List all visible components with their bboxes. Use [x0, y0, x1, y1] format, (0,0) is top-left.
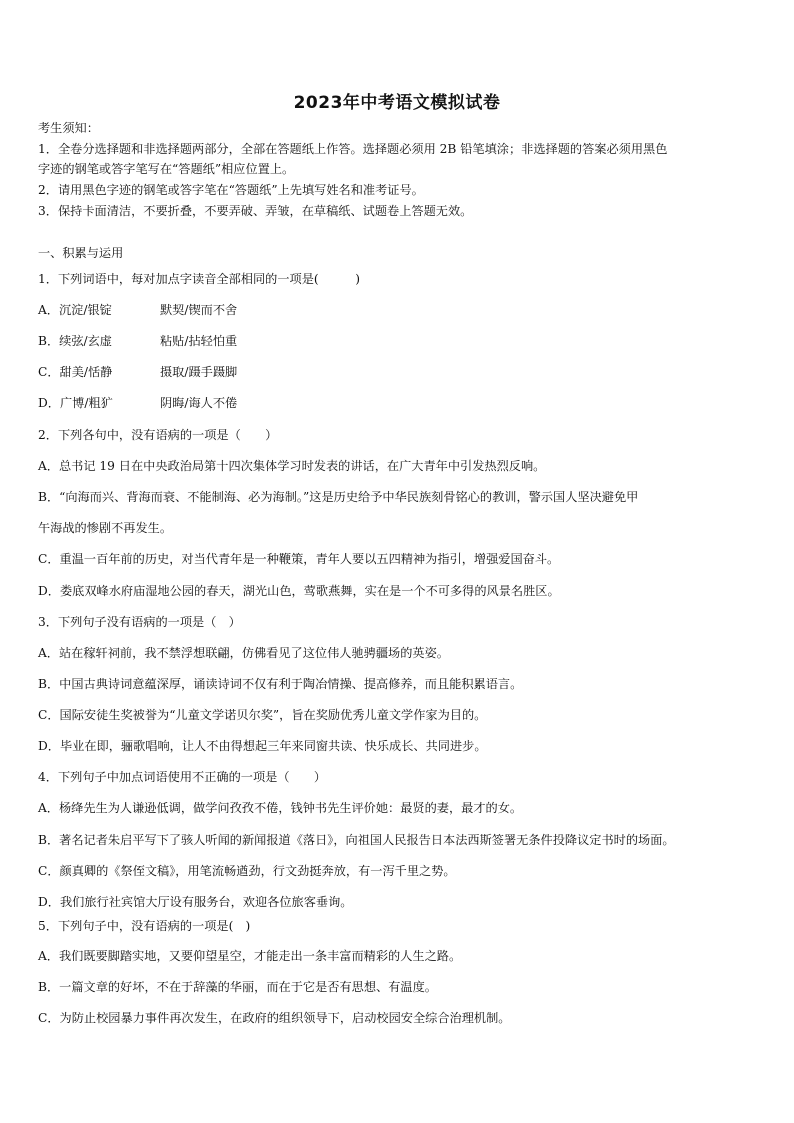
option-word-a: A．沉淀/银锭 [38, 303, 112, 317]
notice-item: 3．保持卡面清洁，不要折叠，不要弄破、弄皱，在草稿纸、试题卷上答题无效。 [38, 204, 473, 218]
question-stem: 2．下列各句中，没有语病的一项是（ ） [38, 428, 278, 442]
answer-option [38, 395, 760, 411]
answer-option: A．我们既要脚踏实地，又要仰望星空，才能走出一条丰富而精彩的人生之路。 [38, 949, 462, 963]
question-stem: 3．下列句子没有语病的一项是（ ） [38, 615, 241, 629]
answer-option: B．一篇文章的好坏，不在于辞藻的华丽，而在于它是否有思想、有温度。 [38, 980, 437, 994]
section-heading: 一、积累与运用 [38, 246, 124, 260]
answer-option: D．我们旅行社宾馆大厅设有服务台，欢迎各位旅客垂询。 [38, 895, 353, 909]
answer-option: B．中国古典诗词意蕴深厚，诵读诗词不仅有利于陶冶情操、提高修养，而且能积累语言。 [38, 677, 523, 691]
answer-option: B．“向海而兴、背海而衰、不能制海、必为海制。”这是历史给予中华民族刻骨铭心的教训，警示国人坚决避免甲 [38, 490, 639, 504]
answer-option: A．杨绛先生为人谦逊低调，做学问孜孜不倦，钱钟书先生评价她：最贤的妻，最才的女。 [38, 801, 523, 815]
answer-option: D．毕业在即，骊歌唱响，让人不由得想起三年来同窗共读、快乐成长、共同进步。 [38, 739, 487, 753]
option-word-b: 阴晦/诲人不倦 [160, 396, 238, 410]
question-stem: 1．下列词语中，每对加点字读音全部相同的一项是( ) [38, 272, 360, 286]
answer-option: D．娄底双峰水府庙湿地公园的春天，湖光山色，莺歌燕舞，实在是一个不可多得的风景名胜区。 [38, 584, 560, 598]
notice-item: 1．全卷分选择题和非选择题两部分，全部在答题纸上作答。选择题必须用 2B 铅笔填涂；非选择题的答案必须用黑色 [38, 142, 668, 156]
notice-item: 字迹的钢笔或答字笔写在“答题纸”相应位置上。 [38, 162, 295, 176]
answer-option: C．颜真卿的《祭侄文稿》，用笔流畅遒劲，行文劲挺奔放，有一泻千里之势。 [38, 864, 456, 878]
answer-option: A．站在稼轩祠前，我不禁浮想联翩，仿佛看见了这位伟人驰骋疆场的英姿。 [38, 646, 449, 660]
notice-item: 2．请用黑色字迹的钢笔或答字笔在“答题纸”上先填写姓名和准考证号。 [38, 183, 424, 197]
answer-option: A．总书记 19 日在中央政治局第十四次集体学习时发表的讲话，在广大青年中引发热烈反响。 [38, 459, 546, 473]
option-word-b: 默契/锲而不舍 [160, 303, 238, 317]
question-stem: 5．下列句子中，没有语病的一项是( ) [38, 919, 251, 933]
option-word-b: 粘贴/拈轻怕重 [160, 334, 238, 348]
page-title: 2023年中考语文模拟试卷 [293, 93, 501, 113]
question-stem: 4．下列句子中加点词语使用不正确的一项是（ ） [38, 770, 327, 784]
answer-option [38, 333, 760, 349]
answer-option: C．国际安徒生奖被誉为“儿童文学诺贝尔奖”，旨在奖励优秀儿童文学作家为目的。 [38, 708, 487, 722]
option-word-b: 摄取/蹑手蹑脚 [160, 365, 238, 379]
answer-option [38, 302, 760, 318]
answer-option: B．著名记者朱启平写下了骇人听闻的新闻报道《落日》，向祖国人民报告日本法西斯签署无条件投降议定书时的场面。 [38, 833, 675, 847]
answer-option [38, 364, 760, 380]
option-word-a: C．甜美/恬静 [38, 365, 113, 379]
option-word-a: B．续弦/玄虚 [38, 334, 112, 348]
answer-option-continued: 午海战的惨剧不再发生。 [38, 521, 173, 535]
answer-option: C．重温一百年前的历史，对当代青年是一种鞭策，青年人要以五四精神为指引，增强爱国奋斗。 [38, 552, 560, 566]
notice-heading: 考生须知： [38, 121, 99, 135]
option-word-a: D．广博/粗犷 [38, 396, 113, 410]
answer-option: C．为防止校园暴力事件再次发生，在政府的组织领导下，启动校园安全综合治理机制。 [38, 1011, 511, 1025]
